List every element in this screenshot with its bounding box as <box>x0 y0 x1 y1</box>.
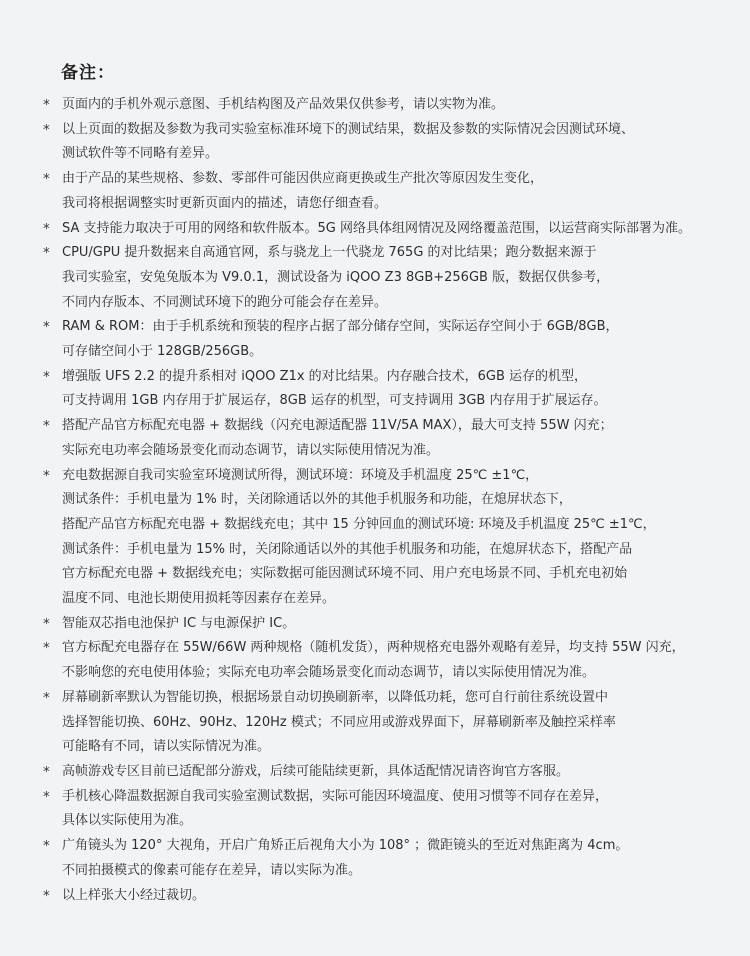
note-item <box>0 93 750 118</box>
note-item <box>0 241 750 315</box>
note-item <box>0 167 750 216</box>
note-line: 官方标配充电器存在 55W/66W 两种规格（随机发货），两种规格充电器外观略有差异，均支持 55W 闪充， <box>62 640 685 656</box>
note-line: 测试条件：手机电量为 15% 时，关闭除通话以外的其他手机服务和功能，在熄屏状态下，搭配产品 <box>62 541 633 557</box>
note-line: 可支持调用 1GB 内存用于扩展运存，8GB 运存的机型，可支持调用 3GB 内存用于扩展运存。 <box>62 393 607 409</box>
note-line: SA 支持能力取决于可用的网络和软件版本。5G 网络具体组网情况及网络覆盖范围，以运营商实际部署为准。 <box>62 220 691 236</box>
bullet-asterisk: * <box>43 418 50 435</box>
note-item <box>0 785 750 834</box>
bullet-asterisk: * <box>43 838 50 855</box>
note-line: 官方标配充电器 + 数据线充电；实际数据可能因测试环境不同、用户充电场景不同、手机充电初始 <box>62 566 628 582</box>
bullet-asterisk: * <box>43 97 50 113</box>
bullet-asterisk: * <box>43 121 50 138</box>
bullet-asterisk: * <box>43 467 50 484</box>
bullet-asterisk: * <box>43 220 50 237</box>
note-line: CPU/GPU 提升数据来自高通官网，系与骁龙上一代骁龙 765G 的对比结果；跑分数据来源于 <box>62 245 597 261</box>
bullet-asterisk: * <box>43 763 50 780</box>
note-line: 可存储空间小于 128GB/256GB。 <box>62 344 263 360</box>
note-line: RAM & ROM：由于手机系统和预装的程序占据了部分储存空间，实际运存空间小于 6GB/8GB， <box>62 319 619 335</box>
note-item <box>0 365 750 414</box>
note-line: 智能双芯指电池保护 IC 与电源保护 IC。 <box>62 615 296 631</box>
bullet-asterisk: * <box>43 319 50 336</box>
note-line: 温度不同、电池长期使用损耗等因素存在差异。 <box>62 591 336 607</box>
note-item <box>0 884 750 909</box>
note-item <box>0 217 750 242</box>
note-line: 屏幕刷新率默认为智能切换，根据场景自动切换刷新率，以降低功耗，您可自行前往系统设置中 <box>62 689 609 705</box>
notes-title: 备注： <box>61 63 115 83</box>
notes-list <box>0 93 750 908</box>
note-line: 充电数据源自我司实验室环境测试所得，测试环境：环境及手机温度 25℃ ±1℃， <box>62 467 539 483</box>
note-line: 由于产品的某些规格、参数、零部件可能因供应商更换或生产批次等原因发生变化， <box>62 171 544 187</box>
bullet-asterisk: * <box>43 788 50 805</box>
bullet-asterisk: * <box>43 368 50 385</box>
note-line: 不同内存版本、不同测试环境下的跑分可能会存在差异。 <box>62 294 388 310</box>
note-item <box>0 686 750 760</box>
bullet-asterisk: * <box>43 689 50 706</box>
note-line: 实际充电功率会随场景变化而动态调节，请以实际使用情况为准。 <box>62 442 440 458</box>
note-line: 搭配产品官方标配充电器 + 数据线充电；其中 15 分钟回血的测试环境: 环境及手机温度 25℃ ±1℃， <box>62 516 656 532</box>
note-line: 不影响您的充电使用体验；实际充电功率会随场景变化而动态调节，请以实际使用情况为准。 <box>62 665 596 681</box>
note-line: 以上页面的数据及参数为我司实验室标准环境下的测试结果，数据及参数的实际情况会因测试环境、 <box>62 121 635 137</box>
note-item <box>0 636 750 685</box>
note-line: 高帧游戏专区目前已适配部分游戏，后续可能陆续更新，具体适配情况请咨询官方客服。 <box>62 763 570 779</box>
note-line: 搭配产品官方标配充电器 + 数据线（闪充电源适配器 11V/5A MAX），最大可支持 55W 闪充； <box>62 418 613 434</box>
note-item <box>0 760 750 785</box>
note-line: 手机核心降温数据源自我司实验室测试数据，实际可能因环境温度、使用习惯等不同存在差异， <box>62 788 609 804</box>
note-line: 测试软件等不同略有差异。 <box>62 146 219 162</box>
note-line: 选择智能切换、60Hz、90Hz、120Hz 模式；不同应用或游戏界面下，屏幕刷新率及触控采样率 <box>62 714 616 730</box>
note-line: 页面内的手机外观示意图、手机结构图及产品效果仅供参考，请以实物为准。 <box>62 97 505 112</box>
note-item <box>0 315 750 364</box>
note-line: 广角镜头为 120° 大视角，开启广角矫正后视角大小为 108° ；微距镜头的至近对焦距离为 4cm。 <box>62 838 629 854</box>
bullet-asterisk: * <box>43 887 50 904</box>
note-line: 可能略有不同，请以实际情况为准。 <box>62 739 271 755</box>
note-line: 具体以实际使用为准。 <box>62 813 193 829</box>
note-item <box>0 612 750 637</box>
bullet-asterisk: * <box>43 171 50 188</box>
note-item <box>0 414 750 463</box>
note-line: 以上样张大小经过裁切。 <box>62 887 206 903</box>
note-line: 我司将根据调整实时更新页面内的描述，请您仔细查看。 <box>62 195 388 211</box>
bullet-asterisk: * <box>43 640 50 657</box>
bullet-asterisk: * <box>43 615 50 632</box>
bullet-asterisk: * <box>43 245 50 262</box>
note-line: 不同拍摄模式的像素可能存在差异，请以实际为准。 <box>62 862 362 878</box>
note-line: 我司实验室，安兔兔版本为 V9.0.1，测试设备为 iQOO Z3 8GB+256GB 版，数据仅供参考， <box>62 269 610 285</box>
note-item <box>0 834 750 883</box>
note-line: 增强版 UFS 2.2 的提升系相对 iQOO Z1x 的对比结果。内存融合技术，6GB 运存的机型， <box>62 368 588 384</box>
note-item <box>0 464 750 612</box>
note-item <box>0 118 750 167</box>
note-line: 测试条件：手机电量为 1% 时，关闭除通话以外的其他手机服务和功能，在熄屏状态下， <box>62 492 572 508</box>
